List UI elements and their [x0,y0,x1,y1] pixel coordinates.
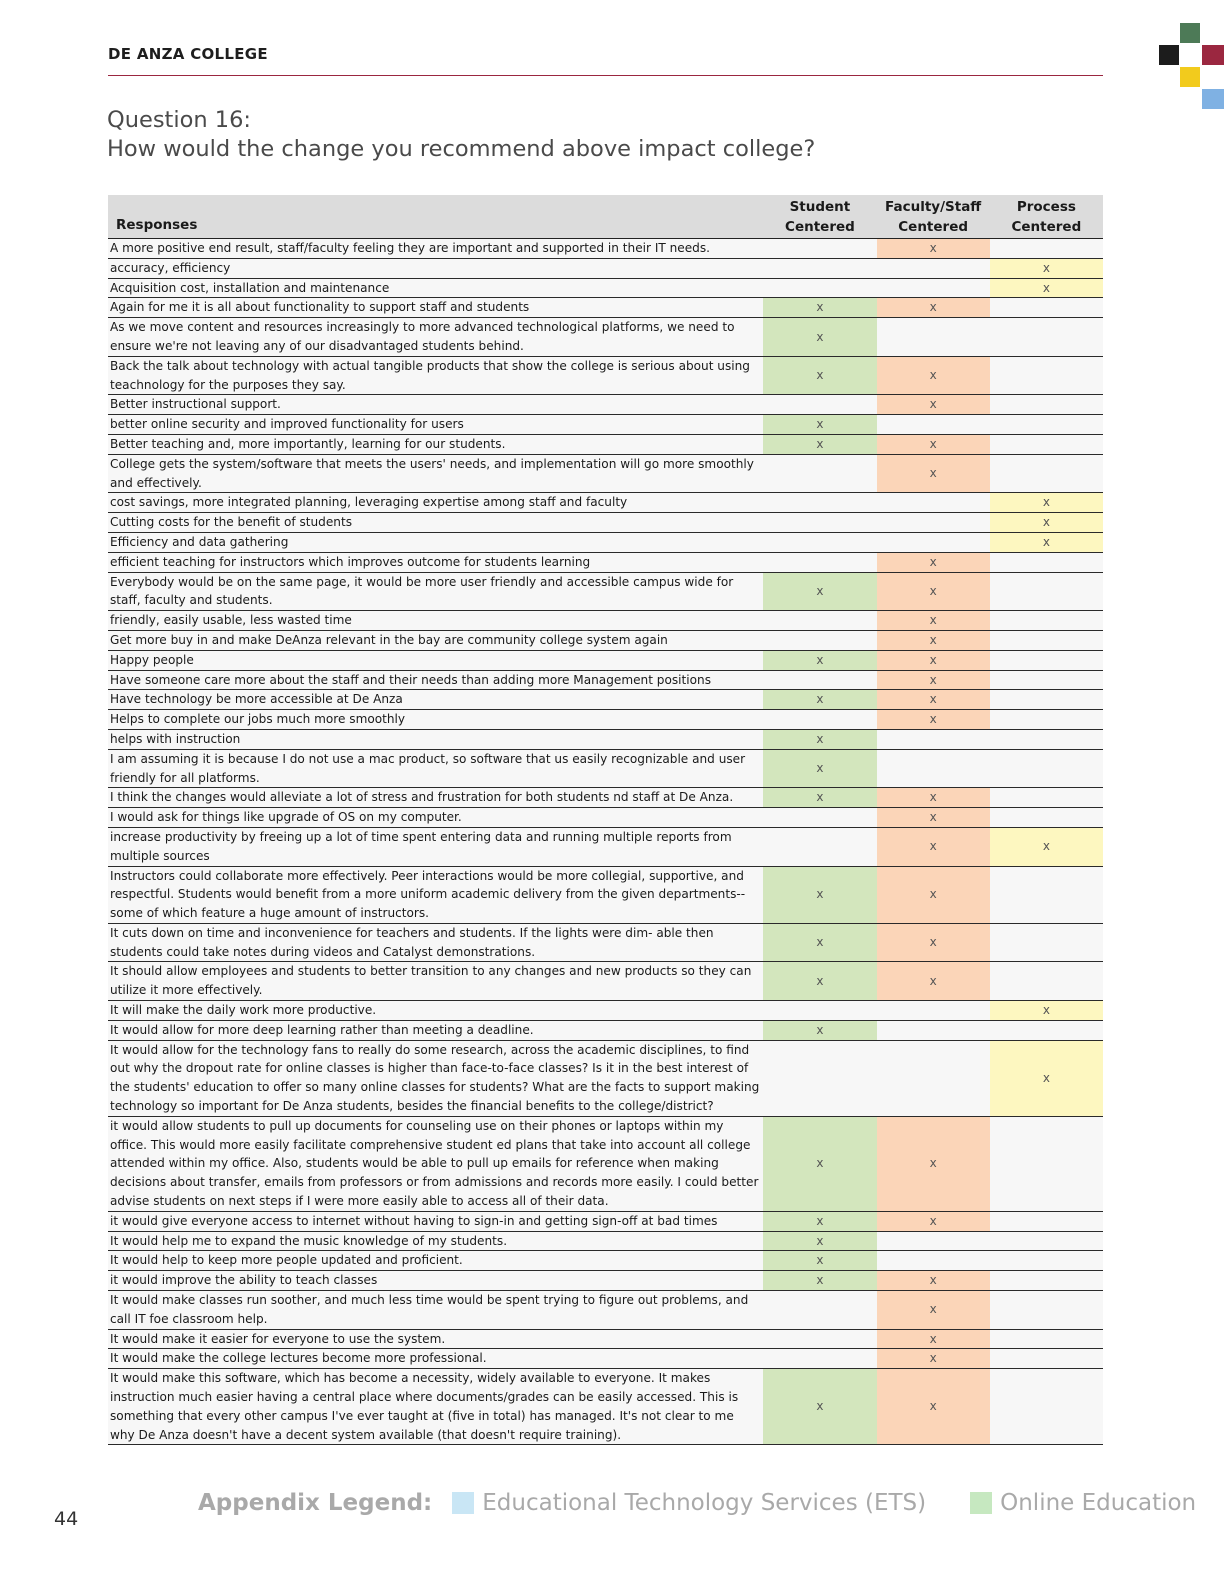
response-text: accuracy, efficiency [108,258,763,278]
logo-square-green [1180,23,1200,43]
faculty-staff-centered-mark: x [877,710,990,730]
legend-swatch-online-education [970,1492,992,1514]
process-centered-mark [990,1349,1103,1369]
process-centered-mark [990,650,1103,670]
header-faculty-staff-centered: Faculty/Staff Centered [877,195,990,239]
faculty-staff-centered-mark [877,493,990,513]
student-centered-mark [763,1329,876,1349]
process-centered-mark [990,866,1103,923]
student-centered-mark: x [763,749,876,788]
student-centered-mark: x [763,1211,876,1231]
response-text: Have technology be more accessible at De Anza [108,690,763,710]
faculty-staff-centered-mark [877,513,990,533]
process-centered-mark: x [990,532,1103,552]
process-centered-mark [990,1116,1103,1211]
header-divider [108,75,1103,76]
table-header-row [108,195,1103,239]
response-text: Instructors could collaborate more effectively. Peer interactions would be more collegial, supportive, and respectful. Students would benefit from a more uniform academic delivery from the given departments--some of which feature a huge amount of instructors. [108,866,763,923]
table-row [108,808,1103,828]
student-centered-mark [763,239,876,259]
process-centered-mark [990,788,1103,808]
faculty-staff-centered-mark: x [877,690,990,710]
response-text: Have someone care more about the staff and their needs than adding more Management positions [108,670,763,690]
table-row [108,1329,1103,1349]
response-text: Better instructional support. [108,395,763,415]
process-centered-mark [990,1369,1103,1445]
student-centered-mark: x [763,866,876,923]
student-centered-mark [763,611,876,631]
student-centered-mark: x [763,318,876,357]
table-row [108,493,1103,513]
process-centered-mark: x [990,493,1103,513]
student-centered-mark [763,827,876,866]
student-centered-mark: x [763,415,876,435]
response-text: It would make classes run soother, and much less time would be spent trying to figure out problems, and call IT foe classroom help. [108,1291,763,1330]
process-centered-mark [990,395,1103,415]
table-row [108,513,1103,533]
faculty-staff-centered-mark [877,1231,990,1251]
legend-item-online-education [970,1490,1224,1516]
student-centered-mark [763,454,876,493]
header-student-centered: Student Centered [763,195,876,239]
response-text: helps with instruction [108,729,763,749]
table-row [108,298,1103,318]
process-centered-mark [990,690,1103,710]
process-centered-mark [990,923,1103,962]
student-centered-mark: x [763,1116,876,1211]
faculty-staff-centered-mark: x [877,866,990,923]
faculty-staff-centered-mark: x [877,1271,990,1291]
response-text: better online security and improved functionality for users [108,415,763,435]
response-text: It cuts down on time and inconvenience for teachers and students. If the lights were dim- able then students could take notes during videos and Catalyst demonstrations. [108,923,763,962]
faculty-staff-centered-mark [877,415,990,435]
response-text: As we move content and resources increasingly to more advanced technological platforms, we need to ensure we're not leaving any of our disadvantaged students behind. [108,318,763,357]
faculty-staff-centered-mark [877,258,990,278]
student-centered-mark [763,670,876,690]
faculty-staff-centered-mark: x [877,630,990,650]
student-centered-mark [763,493,876,513]
table-row [108,1231,1103,1251]
process-centered-mark [990,552,1103,572]
process-centered-mark: x [990,1040,1103,1116]
response-text: It would help me to expand the music knowledge of my students. [108,1231,763,1251]
response-text: Again for me it is all about functionality to support staff and students [108,298,763,318]
student-centered-mark: x [763,1369,876,1445]
table-row [108,1116,1103,1211]
student-centered-mark [763,710,876,730]
student-centered-mark [763,258,876,278]
response-text: It would make the college lectures become more professional. [108,1349,763,1369]
table-row [108,356,1103,395]
process-centered-mark [990,710,1103,730]
student-centered-mark: x [763,923,876,962]
table-row [108,650,1103,670]
response-text: It will make the daily work more productive. [108,1001,763,1021]
table-row [108,962,1103,1001]
faculty-staff-centered-mark: x [877,1116,990,1211]
faculty-staff-centered-mark: x [877,1349,990,1369]
question-label: Question 16: [107,107,251,133]
response-text: Get more buy in and make DeAnza relevant in the bay are community college system again [108,630,763,650]
faculty-staff-centered-mark: x [877,298,990,318]
process-centered-mark [990,1231,1103,1251]
process-centered-mark [990,1291,1103,1330]
response-text: I would ask for things like upgrade of OS on my computer. [108,808,763,828]
response-text: Efficiency and data gathering [108,532,763,552]
table-row [108,1349,1103,1369]
legend-label-ets: Educational Technology Services (ETS) [482,1490,927,1516]
faculty-staff-centered-mark: x [877,827,990,866]
student-centered-mark [763,1291,876,1330]
faculty-staff-centered-mark: x [877,1211,990,1231]
table-row [108,827,1103,866]
response-text: increase productivity by freeing up a lot of time spent entering data and running multiple reports from multiple sources [108,827,763,866]
logo-square-blue [1202,89,1224,109]
question-text: How would the change you recommend above impact college? [107,136,816,162]
student-centered-mark [763,552,876,572]
response-text: Helps to complete our jobs much more smoothly [108,710,763,730]
table-row [108,710,1103,730]
process-centered-mark: x [990,827,1103,866]
student-centered-mark: x [763,356,876,395]
process-centered-mark [990,729,1103,749]
process-centered-mark [990,630,1103,650]
process-centered-mark [990,1020,1103,1040]
response-text: it would allow students to pull up documents for counseling use on their phones or laptops within my office. This would more easily facilitate comprehensive student ed plans that take into account all college attended within my office. Also, students would be able to pull up emails for reference when making decisions about transfer, emails from professors or from admissions and records more easily. I could better advise students on next steps if I were more easily able to access all of their data. [108,1116,763,1211]
table-row [108,258,1103,278]
process-centered-mark [990,962,1103,1001]
table-row [108,318,1103,357]
table-row [108,434,1103,454]
process-centered-mark: x [990,1001,1103,1021]
responses-table [108,195,1103,1445]
faculty-staff-centered-mark: x [877,1329,990,1349]
response-text: Everybody would be on the same page, it would be more user friendly and accessible campus wide for staff, faculty and students. [108,572,763,611]
faculty-staff-centered-mark: x [877,1291,990,1330]
college-name: DE ANZA COLLEGE [108,45,268,63]
faculty-staff-centered-mark: x [877,650,990,670]
faculty-staff-centered-mark [877,318,990,357]
student-centered-mark: x [763,729,876,749]
response-text: cost savings, more integrated planning, leveraging expertise among staff and faculty [108,493,763,513]
response-text: it would give everyone access to internet without having to sign-in and getting sign-off at bad times [108,1211,763,1231]
process-centered-mark [990,239,1103,259]
faculty-staff-centered-mark: x [877,395,990,415]
process-centered-mark [990,1271,1103,1291]
student-centered-mark [763,395,876,415]
response-text: It would help to keep more people updated and proficient. [108,1251,763,1271]
table-row [108,866,1103,923]
faculty-staff-centered-mark [877,1251,990,1271]
table-row [108,690,1103,710]
table-row [108,749,1103,788]
faculty-staff-centered-mark [877,532,990,552]
table-row [108,572,1103,611]
table-row [108,611,1103,631]
faculty-staff-centered-mark: x [877,923,990,962]
process-centered-mark [990,318,1103,357]
logo-square-red [1202,45,1224,65]
legend-swatch-ets [452,1492,474,1514]
response-text: efficient teaching for instructors which improves outcome for students learning [108,552,763,572]
student-centered-mark [763,1001,876,1021]
process-centered-mark [990,1211,1103,1231]
table-row [108,1001,1103,1021]
student-centered-mark [763,1040,876,1116]
student-centered-mark: x [763,298,876,318]
process-centered-mark [990,454,1103,493]
faculty-staff-centered-mark: x [877,962,990,1001]
table-row [108,630,1103,650]
process-centered-mark [990,356,1103,395]
process-centered-mark [990,670,1103,690]
faculty-staff-centered-mark: x [877,552,990,572]
process-centered-mark [990,808,1103,828]
student-centered-mark: x [763,1231,876,1251]
student-centered-mark: x [763,962,876,1001]
student-centered-mark [763,808,876,828]
table-row [108,532,1103,552]
student-centered-mark [763,532,876,552]
process-centered-mark [990,1329,1103,1349]
faculty-staff-centered-mark: x [877,670,990,690]
legend-title: Appendix Legend: [198,1490,433,1516]
table-row [108,395,1103,415]
student-centered-mark: x [763,1020,876,1040]
response-text: It would allow for more deep learning rather than meeting a deadline. [108,1020,763,1040]
faculty-staff-centered-mark [877,749,990,788]
logo-square-yellow [1180,67,1200,87]
faculty-staff-centered-mark [877,278,990,298]
faculty-staff-centered-mark: x [877,434,990,454]
table-row [108,1211,1103,1231]
process-centered-mark [990,611,1103,631]
appendix-legend [198,1490,1224,1516]
response-text: I am assuming it is because I do not use a mac product, so software that us easily recognizable and user friendly for all platforms. [108,749,763,788]
student-centered-mark: x [763,1271,876,1291]
table-row [108,454,1103,493]
question-heading [107,106,1007,164]
process-centered-mark [990,572,1103,611]
table-row [108,1271,1103,1291]
response-text: Acquisition cost, installation and maintenance [108,278,763,298]
table-row [108,239,1103,259]
response-text: Happy people [108,650,763,670]
response-text: friendly, easily usable, less wasted time [108,611,763,631]
student-centered-mark: x [763,690,876,710]
response-text: It would make this software, which has become a necessity, widely available to everyone. It makes instruction much easier having a central place where documents/grades can be easily accessed. This is something that every other campus I've ever taught at (five in total) has managed. It's not clear to me why De Anza doesn't have a decent system available (that doesn't require training). [108,1369,763,1445]
table-row [108,923,1103,962]
process-centered-mark [990,434,1103,454]
faculty-staff-centered-mark: x [877,454,990,493]
faculty-staff-centered-mark: x [877,572,990,611]
response-text: A more positive end result, staff/faculty feeling they are important and supported in their IT needs. [108,239,763,259]
student-centered-mark [763,278,876,298]
student-centered-mark [763,630,876,650]
response-text: It would allow for the technology fans to really do some research, across the academic disciplines, to find out why the dropout rate for online classes is higher than face-to-face classes? Is it in the best interest of the students' education to offer so many online classes for students? What are the facts to support making technology so important for De Anza students, besides the financial benefits to the college/district? [108,1040,763,1116]
response-text: it would improve the ability to teach classes [108,1271,763,1291]
table-body [108,239,1103,1445]
legend-item-ets [452,1490,970,1516]
process-centered-mark [990,415,1103,435]
table-row [108,1020,1103,1040]
response-text: I think the changes would alleviate a lot of stress and frustration for both students nd staff at De Anza. [108,788,763,808]
table-row [108,415,1103,435]
student-centered-mark: x [763,1251,876,1271]
table-row [108,1369,1103,1445]
student-centered-mark [763,513,876,533]
table-row [108,1251,1103,1271]
student-centered-mark: x [763,434,876,454]
faculty-staff-centered-mark: x [877,611,990,631]
faculty-staff-centered-mark: x [877,1369,990,1445]
faculty-staff-centered-mark: x [877,239,990,259]
process-centered-mark [990,298,1103,318]
response-text: Cutting costs for the benefit of students [108,513,763,533]
table-row [108,278,1103,298]
process-centered-mark: x [990,258,1103,278]
faculty-staff-centered-mark [877,1040,990,1116]
response-text: It should allow employees and students to better transition to any changes and new products so they can utilize it more effectively. [108,962,763,1001]
page-number: 44 [54,1508,79,1530]
table-row [108,1040,1103,1116]
response-text: It would make it easier for everyone to use the system. [108,1329,763,1349]
faculty-staff-centered-mark: x [877,356,990,395]
table-row [108,1291,1103,1330]
header-responses: Responses [108,195,763,239]
logo-square-black [1159,45,1179,65]
student-centered-mark: x [763,788,876,808]
faculty-staff-centered-mark [877,1001,990,1021]
legend-label-online-education: Online Education [1000,1490,1197,1516]
process-centered-mark: x [990,513,1103,533]
table-row [108,670,1103,690]
header-process-centered: Process Centered [990,195,1103,239]
student-centered-mark: x [763,650,876,670]
student-centered-mark [763,1349,876,1369]
process-centered-mark [990,1251,1103,1271]
response-text: College gets the system/software that meets the users' needs, and implementation will go more smoothly and effectively. [108,454,763,493]
faculty-staff-centered-mark [877,729,990,749]
faculty-staff-centered-mark: x [877,808,990,828]
process-centered-mark [990,749,1103,788]
faculty-staff-centered-mark: x [877,788,990,808]
process-centered-mark: x [990,278,1103,298]
response-text: Better teaching and, more importantly, learning for our students. [108,434,763,454]
table-row [108,552,1103,572]
faculty-staff-centered-mark [877,1020,990,1040]
table-row [108,788,1103,808]
table-row [108,729,1103,749]
student-centered-mark: x [763,572,876,611]
response-text: Back the talk about technology with actual tangible products that show the college is serious about using teachnology for the purposes they say. [108,356,763,395]
